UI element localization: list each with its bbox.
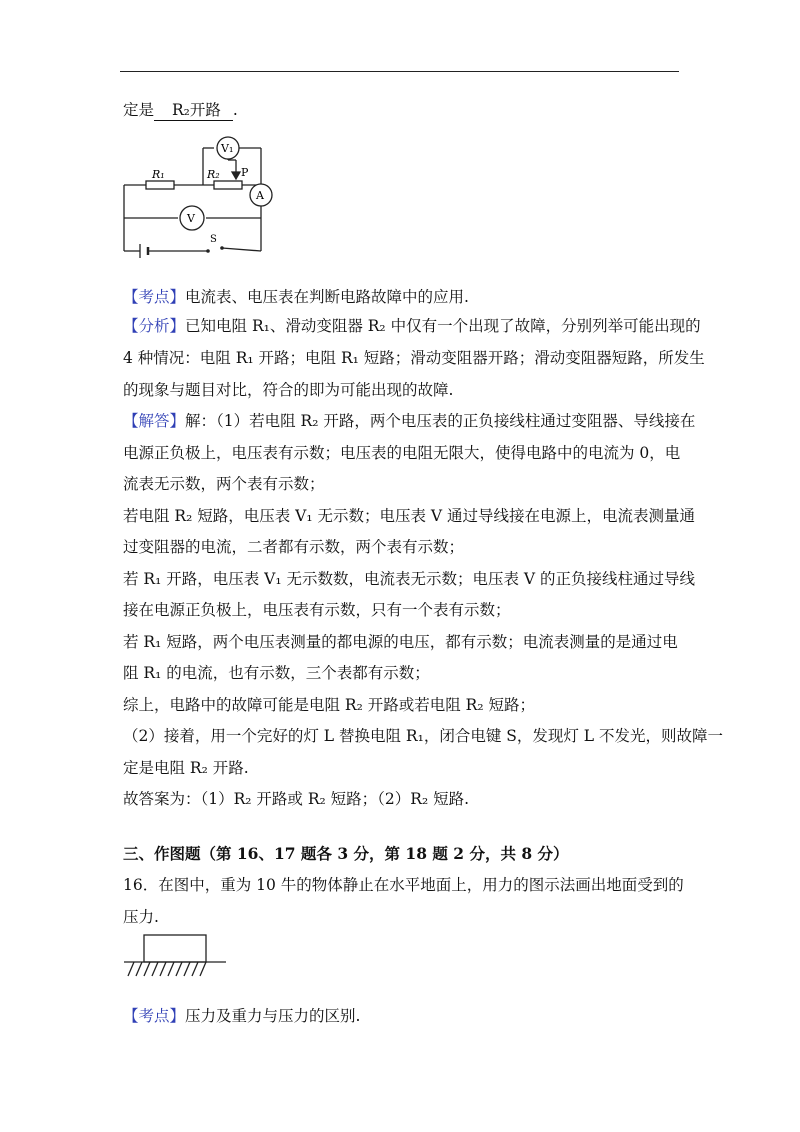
- jieda-line: 接在电源正负极上，电压表有示数，只有一个表有示数；: [123, 601, 511, 619]
- block-on-ground-figure: [122, 932, 228, 980]
- p-label: P: [241, 166, 249, 179]
- jieda-line: 阻 R₁ 的电流，也有示数，三个表都有示数；: [123, 664, 430, 682]
- jieda-line: 定是电阻 R₂ 开路.: [123, 759, 249, 777]
- jieda-line: 流表无示数，两个表有示数；: [123, 475, 325, 493]
- r1-label: R₁: [152, 168, 165, 181]
- jieda-line: 电源正负极上，电压表有示数；电压表的电阻无限大，使得电路中的电流为 0，电: [123, 444, 681, 462]
- r2-label: R₂: [207, 168, 220, 181]
- fenxi-tag: 【分析】: [123, 317, 186, 335]
- kaodian-text-2: 压力及重力与压力的区别.: [185, 1007, 361, 1025]
- jieda-tag: 【解答】: [123, 412, 186, 430]
- fenxi-line-1: [123, 316, 701, 336]
- answer-suffix: .: [232, 101, 238, 119]
- question-16-line-1: 16．在图中，重为 10 牛的物体静止在水平地面上，用力的图示法画出地面受到的: [123, 876, 684, 894]
- fenxi-line-3: 的现象与题目对比，符合的即为可能出现的故障.: [123, 381, 454, 399]
- answer-blank: R₂开路: [154, 100, 233, 121]
- header-rule: [120, 71, 679, 72]
- answer-prefix: 定是: [123, 101, 155, 119]
- kaodian-tag-2: 【考点】: [123, 1007, 186, 1025]
- kaodian-text: 电流表、电压表在判断电路故障中的应用.: [185, 288, 469, 306]
- fenxi-line-2: 4 种情况：电阻 R₁ 开路；电阻 R₁ 短路；滑动变阻器开路；滑动变阻器短路，所发生: [123, 349, 705, 367]
- fenxi-text-1: 已知电阻 R₁、滑动变阻器 R₂ 中仅有一个出现了故障，分别列举可能出现的: [185, 317, 701, 335]
- question-16-line-2: 压力.: [123, 908, 159, 926]
- circuit-diagram: [118, 130, 288, 260]
- jieda-text-1: 解：（1）若电阻 R₂ 开路，两个电压表的正负接线柱通过变阻器、导线接在: [185, 412, 696, 430]
- v-label: V: [187, 212, 195, 225]
- kaodian-line: [123, 287, 469, 307]
- jieda-line: 若 R₁ 开路，电压表 V₁ 无示数数，电流表无示数；电压表 V 的正负接线柱通过导线: [123, 570, 696, 588]
- kaodian-line-2: [123, 1006, 360, 1026]
- jieda-line: 若 R₁ 短路，两个电压表测量的都电源的电压，都有示数；电流表测量的是通过电: [123, 633, 678, 651]
- kaodian-tag: 【考点】: [123, 288, 186, 306]
- section-heading: 三、作图题（第 16、17 题各 3 分，第 18 题 2 分，共 8 分）: [123, 844, 569, 863]
- jieda-line-1: [123, 411, 695, 431]
- answer-line: [123, 100, 238, 121]
- jieda-line: 若电阻 R₂ 短路，电压表 V₁ 无示数；电压表 V 通过导线接在电源上，电流表测量通: [123, 507, 696, 525]
- jieda-line: 过变阻器的电流，二者都有示数，两个表有示数；: [123, 538, 465, 556]
- s-label: S: [210, 234, 217, 245]
- a-label: A: [256, 189, 264, 202]
- jieda-line: 综上，电路中的故障可能是电阻 R₂ 开路或若电阻 R₂ 短路；: [123, 696, 535, 714]
- jieda-line: 故答案为：（1）R₂ 开路或 R₂ 短路；（2）R₂ 短路.: [123, 790, 470, 808]
- v1-label: V₁: [221, 142, 234, 155]
- jieda-line: （2）接着，用一个完好的灯 L 替换电阻 R₁，闭合电键 S，发现灯 L 不发光，则故障一: [123, 727, 724, 745]
